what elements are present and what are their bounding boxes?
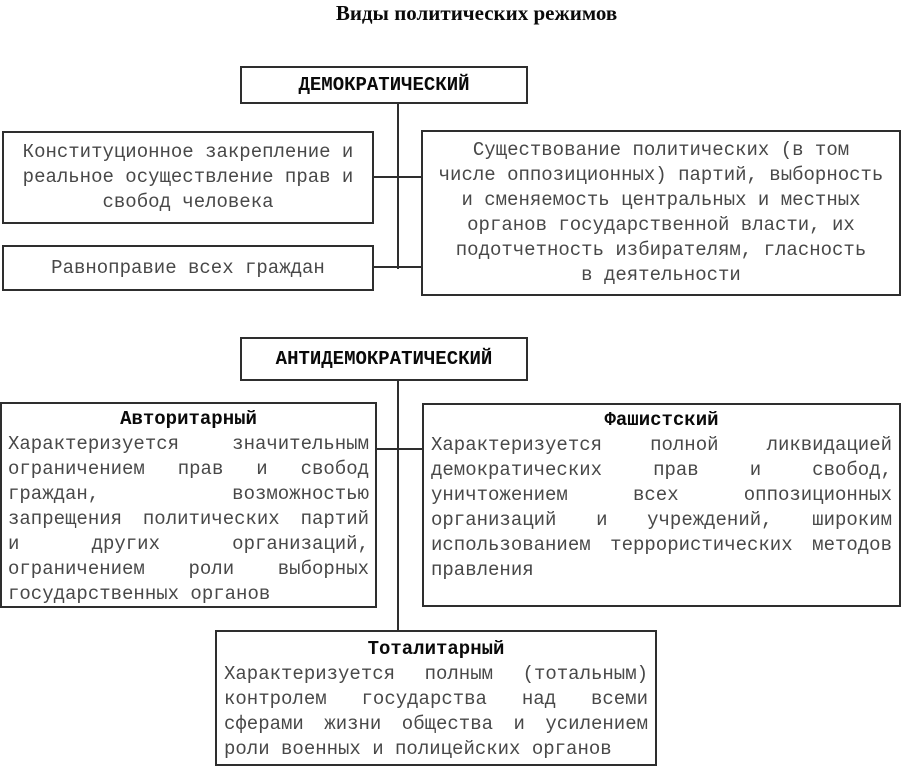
diagram-title: Виды политических режимов — [335, 1, 618, 25]
fascist-regime-box — [422, 403, 901, 607]
authoritarian-description: Характеризуется значительным ограничением прав и свобод граждан, возможностью запрещения политических партий и других организаций, ограничением роли выборных государственных органов — [8, 433, 369, 605]
totalitarian-description: Характеризуется полным (тотальным) контролем государства над всеми сферами жизни общества и усилением роли военных и полицейских органов — [224, 663, 648, 760]
authoritarian-heading: Авторитарный — [120, 408, 257, 430]
citizens-equality-text: Равноправие всех граждан — [51, 257, 325, 279]
connector-antidemocratic-trunk — [397, 381, 399, 630]
connector-equality-stub — [374, 266, 421, 268]
connector-constitution-stub — [374, 176, 421, 178]
connector-subtypes-stub — [377, 448, 422, 450]
constitutional-rights-box — [2, 131, 374, 224]
totalitarian-regime-box — [215, 630, 657, 766]
citizens-equality-box — [2, 245, 374, 291]
connector-democratic-trunk — [397, 104, 399, 269]
fascist-description: Характеризуется полной ликвидацией демократических прав и свобод, уничтожением всех оппозиционных организаций и учреждений, широким использованием террористических методов правления — [431, 434, 892, 581]
constitutional-rights-text: Конституционное закрепление и реальное осуществление прав и свобод человека — [22, 141, 354, 213]
authoritarian-regime-box — [0, 402, 377, 608]
democratic-regime-node: ДЕМОКРАТИЧЕСКИЙ — [240, 66, 528, 104]
fascist-heading: Фашистский — [604, 409, 719, 431]
antidemocratic-regime-node: АНТИДЕМОКРАТИЧЕСКИЙ — [240, 337, 528, 381]
political-parties-box — [421, 130, 901, 296]
political-parties-text: Существование политических (в том числе оппозиционных) партий, выборность и сменяемость центральных и местных органов государственной власти, их подотчетность избирателям, гласность в деятельности — [438, 139, 884, 286]
totalitarian-heading: Тоталитарный — [367, 638, 505, 660]
